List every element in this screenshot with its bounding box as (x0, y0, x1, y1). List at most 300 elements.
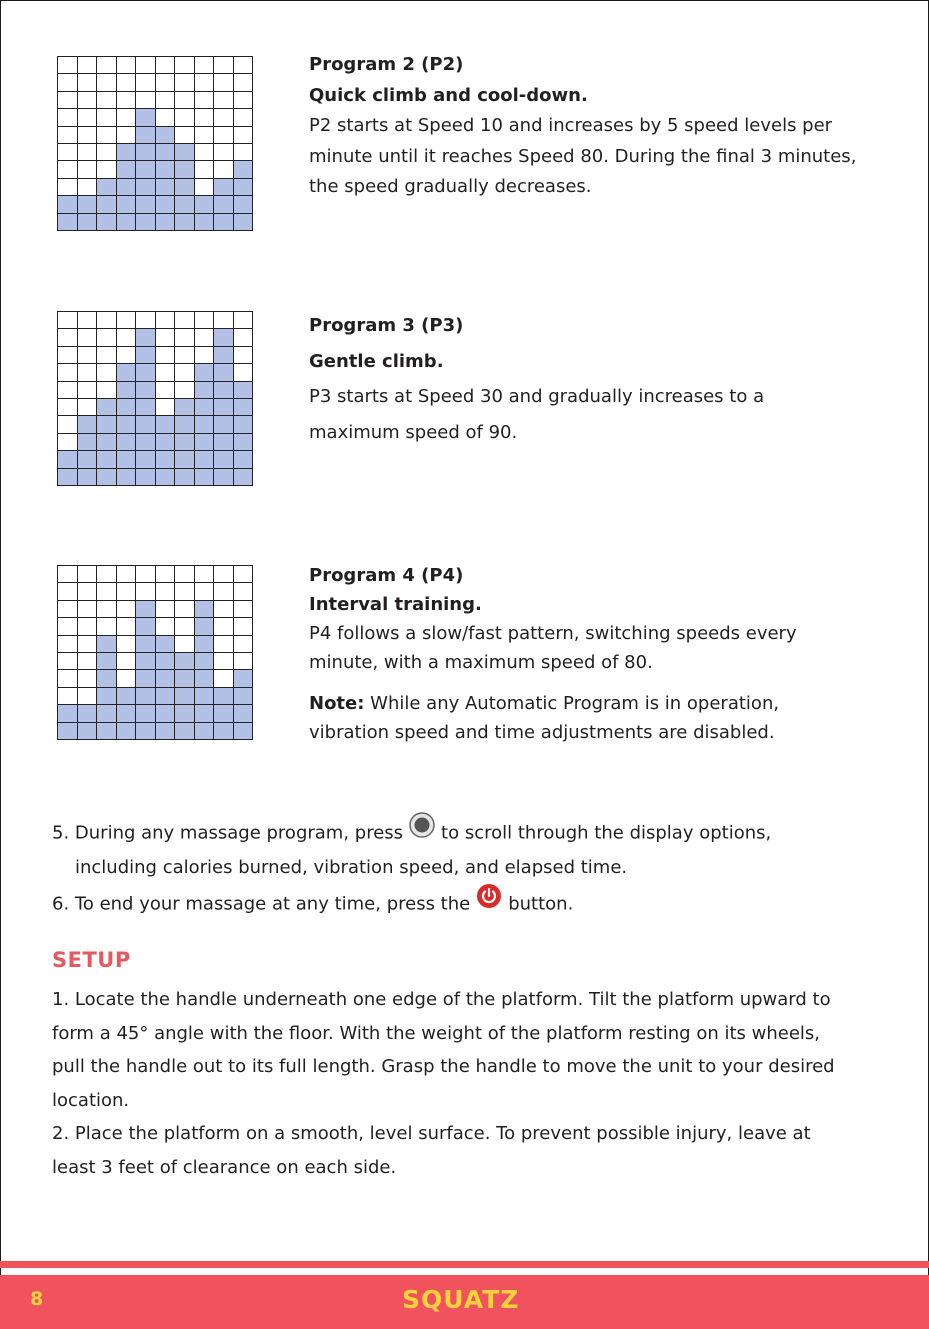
grid-cell-filled (214, 329, 234, 346)
grid-row (58, 143, 253, 160)
program-note (309, 689, 889, 718)
grid-cell-filled (136, 213, 156, 230)
grid-cell-filled (233, 705, 253, 722)
grid-cell-filled (97, 433, 117, 450)
grid-cell (214, 312, 234, 329)
grid-row (58, 416, 253, 433)
grid-cell (116, 346, 136, 363)
grid-cell (58, 566, 78, 583)
grid-cell-filled (58, 213, 78, 230)
grid-cell-filled (136, 346, 156, 363)
grid-cell-filled (116, 161, 136, 178)
grid-cell-filled (214, 213, 234, 230)
grid-cell (155, 346, 175, 363)
grid-cell (233, 126, 253, 143)
grid-cell-filled (214, 451, 234, 468)
grid-cell (214, 652, 234, 669)
grid-cell-filled (175, 687, 195, 704)
grid-cell-filled (194, 722, 214, 739)
grid-cell-filled (58, 705, 78, 722)
program-2-speed-grid (57, 56, 253, 231)
grid-cell-filled (194, 705, 214, 722)
grid-row (58, 126, 253, 143)
grid-cell-filled (194, 196, 214, 213)
grid-row (58, 364, 253, 381)
grid-cell (58, 74, 78, 91)
grid-cell (58, 312, 78, 329)
grid-cell-filled (136, 109, 156, 126)
program-subtitle: Interval training. (309, 594, 482, 615)
grid-cell (233, 635, 253, 652)
grid-cell (77, 109, 97, 126)
grid-cell (77, 178, 97, 195)
grid-cell-filled (175, 433, 195, 450)
grid-cell-filled (155, 416, 175, 433)
program-3-speed-grid (57, 311, 253, 486)
grid-cell (233, 346, 253, 363)
grid-cell (58, 143, 78, 160)
grid-cell (214, 635, 234, 652)
grid-cell (233, 91, 253, 108)
grid-cell (233, 618, 253, 635)
grid-cell-filled (233, 398, 253, 415)
footer-stripe (0, 1261, 929, 1268)
grid-cell (116, 126, 136, 143)
grid-cell (58, 398, 78, 415)
grid-cell-filled (116, 705, 136, 722)
setup-heading: SETUP (52, 948, 131, 972)
grid-cell-filled (175, 451, 195, 468)
grid-cell-filled (175, 416, 195, 433)
grid-cell-filled (155, 433, 175, 450)
grid-cell-filled (194, 381, 214, 398)
grid-row (58, 398, 253, 415)
grid-cell (175, 74, 195, 91)
grid-cell (58, 635, 78, 652)
grid-cell-filled (116, 416, 136, 433)
grid-cell-filled (214, 196, 234, 213)
grid-cell-filled (194, 468, 214, 485)
grid-cell (58, 346, 78, 363)
grid-cell-filled (194, 213, 214, 230)
grid-cell-filled (194, 635, 214, 652)
grid-cell (155, 364, 175, 381)
grid-cell (233, 109, 253, 126)
grid-cell (77, 91, 97, 108)
grid-cell (97, 329, 117, 346)
grid-cell-filled (233, 670, 253, 687)
grid-cell (97, 381, 117, 398)
grid-cell-filled (58, 722, 78, 739)
grid-cell (116, 312, 136, 329)
grid-cell-filled (155, 687, 175, 704)
grid-cell-filled (97, 213, 117, 230)
grid-cell (175, 635, 195, 652)
grid-cell-filled (58, 196, 78, 213)
grid-cell-filled (136, 329, 156, 346)
grid-cell (194, 91, 214, 108)
grid-cell-filled (194, 670, 214, 687)
grid-cell (233, 57, 253, 74)
grid-cell (136, 74, 156, 91)
grid-cell-filled (136, 143, 156, 160)
grid-cell (116, 566, 136, 583)
grid-cell (175, 583, 195, 600)
step-5-text-after: to scroll through the display options, (441, 822, 772, 844)
grid-cell (116, 652, 136, 669)
grid-cell (97, 346, 117, 363)
program-4-speed-grid (57, 565, 253, 740)
grid-cell (77, 57, 97, 74)
note-text: While any Automatic Program is in operation, (364, 693, 780, 714)
grid-cell (58, 583, 78, 600)
grid-cell-filled (155, 143, 175, 160)
grid-cell (175, 618, 195, 635)
step-5 (52, 815, 892, 852)
grid-cell-filled (136, 451, 156, 468)
grid-cell-filled (155, 126, 175, 143)
grid-cell-filled (233, 451, 253, 468)
grid-cell-filled (136, 722, 156, 739)
grid-cell (116, 91, 136, 108)
grid-cell-filled (77, 722, 97, 739)
grid-cell (116, 57, 136, 74)
grid-cell-filled (136, 398, 156, 415)
grid-cell-filled (116, 381, 136, 398)
grid-cell-filled (194, 433, 214, 450)
step-5-text: 5. During any massage program, press (52, 822, 404, 844)
program-note-line: vibration speed and time adjustments are disabled. (309, 722, 775, 743)
note-label: Note: (309, 693, 365, 714)
grid-cell (214, 618, 234, 635)
grid-cell (194, 126, 214, 143)
grid-cell (116, 109, 136, 126)
grid-cell (175, 381, 195, 398)
grid-cell-filled (214, 364, 234, 381)
grid-cell (175, 346, 195, 363)
grid-cell-filled (155, 178, 175, 195)
grid-cell-filled (77, 196, 97, 213)
setup-line: 1. Locate the handle underneath one edge of the platform. Tilt the platform upward to (52, 989, 831, 1010)
grid-cell-filled (233, 213, 253, 230)
grid-row (58, 109, 253, 126)
grid-cell (175, 57, 195, 74)
grid-cell-filled (194, 600, 214, 617)
grid-cell (58, 109, 78, 126)
grid-cell-filled (175, 468, 195, 485)
grid-cell-filled (233, 161, 253, 178)
program-desc-line: maximum speed of 90. (309, 421, 518, 443)
grid-cell-filled (214, 416, 234, 433)
grid-cell (77, 583, 97, 600)
grid-cell-filled (175, 213, 195, 230)
program-desc-line: P2 starts at Speed 10 and increases by 5 speed levels per (309, 115, 833, 136)
grid-cell-filled (58, 468, 78, 485)
grid-cell-filled (194, 398, 214, 415)
grid-cell (155, 74, 175, 91)
grid-cell-filled (77, 416, 97, 433)
grid-cell (233, 583, 253, 600)
grid-cell-filled (58, 451, 78, 468)
grid-cell (194, 566, 214, 583)
grid-cell (194, 312, 214, 329)
grid-cell (77, 74, 97, 91)
grid-cell (155, 57, 175, 74)
grid-cell (194, 178, 214, 195)
grid-cell (77, 600, 97, 617)
grid-cell (155, 583, 175, 600)
grid-cell-filled (97, 451, 117, 468)
grid-cell (97, 143, 117, 160)
grid-cell-filled (214, 178, 234, 195)
grid-cell (155, 398, 175, 415)
grid-row (58, 381, 253, 398)
grid-cell (77, 364, 97, 381)
grid-cell (116, 329, 136, 346)
grid-cell (214, 74, 234, 91)
grid-cell (97, 74, 117, 91)
grid-cell-filled (136, 126, 156, 143)
grid-cell-filled (97, 398, 117, 415)
page-number: 8 (30, 1288, 44, 1310)
grid-row (58, 91, 253, 108)
grid-cell-filled (116, 364, 136, 381)
grid-cell (116, 74, 136, 91)
grid-cell-filled (233, 381, 253, 398)
setup-line: least 3 feet of clearance on each side. (52, 1156, 397, 1178)
grid-cell (194, 329, 214, 346)
grid-cell-filled (233, 722, 253, 739)
grid-row (58, 451, 253, 468)
grid-cell-filled (155, 722, 175, 739)
grid-cell (116, 600, 136, 617)
grid-cell (214, 109, 234, 126)
grid-cell-filled (175, 143, 195, 160)
grid-cell-filled (136, 670, 156, 687)
grid-cell (194, 583, 214, 600)
grid-cell (175, 566, 195, 583)
grid-cell (175, 364, 195, 381)
grid-cell (58, 670, 78, 687)
grid-cell (155, 381, 175, 398)
grid-cell (194, 346, 214, 363)
grid-row (58, 433, 253, 450)
program-3-block (309, 308, 889, 450)
grid-cell-filled (97, 652, 117, 669)
grid-cell (194, 109, 214, 126)
grid-cell (233, 143, 253, 160)
grid-cell (58, 433, 78, 450)
grid-cell (58, 161, 78, 178)
grid-cell-filled (136, 687, 156, 704)
grid-row (58, 468, 253, 485)
program-desc-line: P3 starts at Speed 30 and gradually increases to a (309, 386, 765, 407)
grid-cell-filled (175, 196, 195, 213)
grid-cell (175, 91, 195, 108)
grid-cell-filled (136, 433, 156, 450)
grid-cell (97, 312, 117, 329)
grid-cell (58, 126, 78, 143)
grid-cell-filled (116, 178, 136, 195)
program-desc-line: minute until it reaches Speed 80. During the final 3 minutes, (309, 145, 857, 167)
program-title: Program 4 (P4) (309, 565, 464, 586)
grid-cell (77, 670, 97, 687)
program-desc-line: minute, with a maximum speed of 80. (309, 652, 653, 673)
grid-cell (136, 312, 156, 329)
program-4-block (309, 561, 889, 747)
grid-row (58, 705, 253, 722)
grid-cell (155, 91, 175, 108)
setup-line: 2. Place the platform on a smooth, level surface. To prevent possible injury, leave at (52, 1123, 811, 1144)
grid-cell-filled (116, 451, 136, 468)
grid-cell (77, 381, 97, 398)
program-title: Program 3 (P3) (309, 315, 464, 336)
grid-cell-filled (214, 433, 234, 450)
grid-cell (214, 91, 234, 108)
brand-logo: SQUATZ (402, 1285, 520, 1314)
grid-cell (58, 57, 78, 74)
program-title: Program 2 (P2) (309, 54, 464, 75)
grid-cell (233, 74, 253, 91)
grid-cell-filled (194, 364, 214, 381)
grid-cell-filled (97, 670, 117, 687)
grid-cell (58, 687, 78, 704)
grid-cell-filled (136, 364, 156, 381)
grid-cell (97, 126, 117, 143)
grid-cell-filled (175, 652, 195, 669)
grid-cell-filled (194, 687, 214, 704)
grid-cell-filled (155, 451, 175, 468)
grid-cell-filled (175, 398, 195, 415)
grid-cell-filled (97, 468, 117, 485)
grid-cell-filled (97, 416, 117, 433)
grid-cell (58, 381, 78, 398)
step-6 (52, 886, 892, 923)
grid-row (58, 161, 253, 178)
grid-cell (58, 178, 78, 195)
grid-cell (136, 583, 156, 600)
grid-cell-filled (116, 398, 136, 415)
grid-cell (214, 583, 234, 600)
grid-cell-filled (136, 635, 156, 652)
grid-cell (194, 161, 214, 178)
step-6-text: 6. To end your massage at any time, press the (52, 893, 471, 915)
grid-cell-filled (155, 213, 175, 230)
grid-cell (77, 687, 97, 704)
grid-cell (58, 618, 78, 635)
grid-cell (155, 600, 175, 617)
grid-cell-filled (116, 213, 136, 230)
grid-row (58, 670, 253, 687)
grid-cell-filled (194, 652, 214, 669)
grid-cell (214, 126, 234, 143)
grid-cell (175, 312, 195, 329)
grid-cell-filled (116, 722, 136, 739)
grid-cell-filled (97, 196, 117, 213)
grid-cell-filled (175, 705, 195, 722)
setup-line: pull the handle out to its full length. Grasp the handle to move the unit to your desired (52, 1056, 835, 1077)
grid-cell (155, 312, 175, 329)
program-desc-line: P4 follows a slow/fast pattern, switching speeds every (309, 623, 797, 644)
grid-cell (77, 143, 97, 160)
grid-cell-filled (136, 652, 156, 669)
grid-cell (233, 652, 253, 669)
grid-cell-filled (233, 416, 253, 433)
grid-cell-filled (77, 468, 97, 485)
grid-cell (58, 329, 78, 346)
setup-instructions (52, 983, 892, 1184)
grid-cell-filled (194, 451, 214, 468)
grid-cell-filled (155, 468, 175, 485)
grid-cell-filled (214, 346, 234, 363)
grid-cell (58, 416, 78, 433)
grid-cell-filled (175, 722, 195, 739)
grid-cell (58, 600, 78, 617)
grid-cell-filled (136, 468, 156, 485)
grid-cell (175, 329, 195, 346)
setup-line: form a 45° angle with the floor. With the weight of the platform resting on its wheels, (52, 1022, 821, 1044)
grid-cell (77, 312, 97, 329)
grid-cell-filled (155, 670, 175, 687)
grid-cell (77, 329, 97, 346)
grid-row (58, 618, 253, 635)
grid-cell-filled (136, 618, 156, 635)
grid-cell (77, 126, 97, 143)
grid-cell (175, 600, 195, 617)
grid-row (58, 74, 253, 91)
grid-cell-filled (233, 433, 253, 450)
grid-cell (136, 91, 156, 108)
grid-cell (233, 566, 253, 583)
grid-cell-filled (136, 600, 156, 617)
setup-line: location. (52, 1089, 130, 1111)
grid-cell (58, 652, 78, 669)
program-2-block (309, 50, 889, 203)
grid-cell (214, 57, 234, 74)
grid-cell (214, 600, 234, 617)
grid-cell-filled (233, 468, 253, 485)
grid-cell (97, 91, 117, 108)
grid-cell-filled (214, 381, 234, 398)
grid-cell-filled (233, 196, 253, 213)
grid-row (58, 583, 253, 600)
grid-cell-filled (136, 161, 156, 178)
grid-cell (116, 670, 136, 687)
grid-cell-filled (116, 687, 136, 704)
step-6-text-after: button. (508, 893, 574, 915)
grid-cell (116, 583, 136, 600)
grid-cell-filled (214, 687, 234, 704)
grid-cell (214, 143, 234, 160)
grid-cell-filled (175, 161, 195, 178)
grid-cell-filled (116, 433, 136, 450)
grid-cell (136, 566, 156, 583)
grid-cell-filled (136, 381, 156, 398)
grid-cell (97, 600, 117, 617)
grid-cell-filled (97, 635, 117, 652)
grid-cell-filled (97, 705, 117, 722)
grid-cell (155, 109, 175, 126)
grid-cell-filled (214, 468, 234, 485)
grid-row (58, 329, 253, 346)
grid-cell (233, 312, 253, 329)
grid-cell-filled (77, 451, 97, 468)
grid-cell-filled (214, 705, 234, 722)
grid-cell (77, 161, 97, 178)
grid-cell-filled (97, 178, 117, 195)
grid-cell (233, 329, 253, 346)
program-desc-line: the speed gradually decreases. (309, 176, 592, 197)
